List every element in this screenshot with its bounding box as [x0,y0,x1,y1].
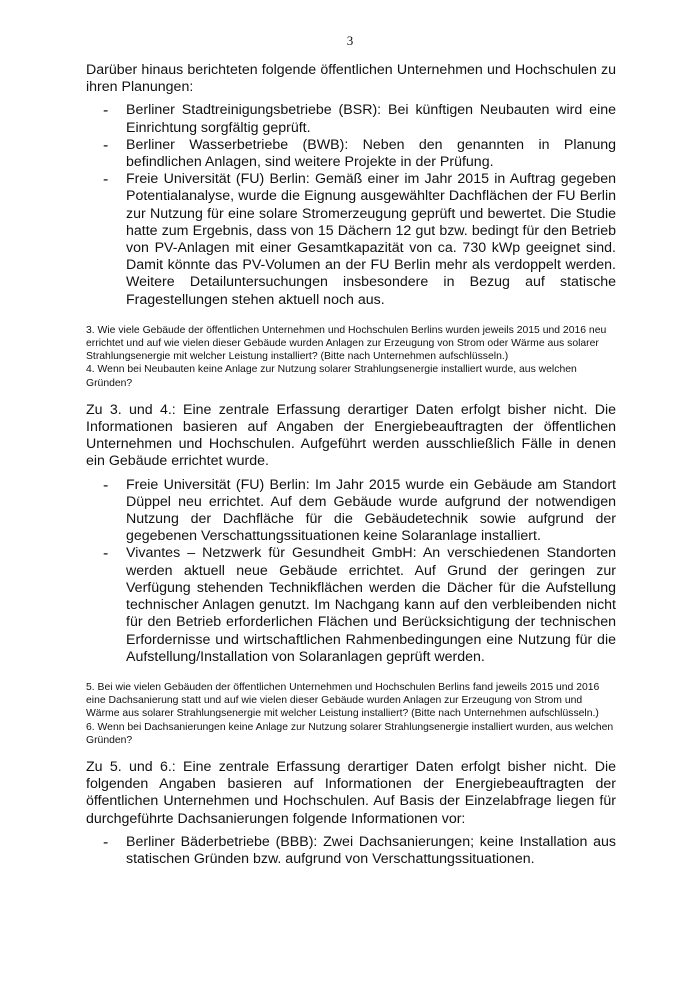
answer-5-6: Zu 5. und 6.: Eine zentrale Erfassung derartiger Daten erfolgt bisher nicht. Die folgenden Angaben basieren auf Informationen der Energiebeauftragten der öffentlichen Unternehmen und Hochschulen. Auf Basis der Einzelabfrage liegen für durchgeführte Dachsanierungen folgende Informationen vor: [86,758,616,827]
list-dash: - [103,833,109,851]
page-number: 3 [346,33,354,48]
list-dash: - [103,171,109,189]
list-item: - Berliner Wasserbetriebe (BWB): Neben den genannten in Planung befindlichen Anlagen, sind weitere Projekte in der Prüfung. [103,136,616,171]
question-3: 3. Wie viele Gebäude der öffentlichen Unternehmen und Hochschulen Berlins wurden jeweils 2015 und 2016 neu errichtet und auf wie vielen dieser Gebäude wurden Anlagen zur Erzeugung von Strom oder Wärme aus solarer Strahlungsenergie mit welcher Leistung installiert? (Bitte nach Unternehmen aufschlüsseln.) [86,324,607,363]
document-body [86,62,616,868]
question-5: 5. Bei wie vielen Gebäuden der öffentlichen Unternehmen und Hochschulen Berlins fand jeweils 2015 und 2016 eine Dachsanierung statt und auf wie vielen dieser Gebäude wurden Anlagen zur Erzeugung von Strom und Wärme aus solarer Strahlungsenergie mit welcher Leistung installiert? (Bitte nach Unternehmen aufschlüsseln.) [86,681,600,720]
answer-3-4-list [86,477,616,666]
list-item: - Berliner Bäderbetriebe (BBB): Zwei Dachsanierungen; keine Installation aus statischen Gründen bzw. aufgrund von Verschattungssituationen. [103,833,616,867]
list-item: - Freie Universität (FU) Berlin: Im Jahr 2015 wurde ein Gebäude am Standort Düppel neu errichtet. Auf dem Gebäude wurde aufgrund der notwendigen Nutzung der Dachfläche für die Gebäudetechnik sowie aufgrund der gegebenen Verschattungssituationen keine Solaranlage installiert. [103,476,616,545]
question-4: 4. Wenn bei Neubauten keine Anlage zur Nutzung solarer Strahlungsenergie installiert wurde, aus welchen Gründen? [86,364,577,389]
intro-paragraph: Darüber hinaus berichteten folgende öffentlichen Unternehmen und Hochschulen zu ihren Planungen: [86,62,616,96]
list-dash: - [103,136,109,154]
list-dash: - [103,102,109,120]
question-6: 6. Wenn bei Dachsanierungen keine Anlage zur Nutzung solarer Strahlungsenergie installiert wurden, aus welchen Gründen? [86,721,614,746]
answer-3-4: Zu 3. und 4.: Eine zentrale Erfassung derartiger Daten erfolgt bisher nicht. Die Informationen basieren auf Angaben der Energiebeauftragten der öffentlichen Unternehmen und Hochschulen. Aufgeführt werden ausschließlich Fälle in denen ein Gebäude errichtet wurde. [86,401,616,470]
list-item: - Freie Universität (FU) Berlin: Gemäß einer im Jahr 2015 in Auftrag gegeben Potentialanalyse, wurde die Eignung ausgewählter Dachflächen der FU Berlin zur Nutzung für eine solare Stromerzeugung geprüft und bewertet. Die Studie hatte zum Ergebnis, dass von 15 Dächern 12 gut bzw. bedingt für den Betrieb von PV-Anlagen mit einer Gesamtkapazität von ca. 730 kWp geeignet sind. Damit könnte das PV-Volumen an der FU Berlin mehr als verdoppelt werden. Weitere Detailuntersuchungen insbesondere in Bezug auf statische Fragestellungen stehen aktuell noch aus. [103,171,616,308]
list-dash: - [103,545,109,563]
planning-list [86,102,616,308]
list-dash: - [103,476,109,494]
list-item: - Berliner Stadtreinigungsbetriebe (BSR): Bei künftigen Neubauten wird eine Einrichtung sorgfältig geprüft. [103,102,616,136]
list-item: - Vivantes – Netzwerk für Gesundheit GmbH: An verschiedenen Standorten werden aktuell neue Gebäude errichtet. Auf Grund der geringen zur Verfügung stehenden Technikflächen werden die Dächer für die Aufstellung technischer Anlagen genutzt. Im Nachgang kann auf den verbleibenden nicht für den Betrieb erforderlichen Flächen und Berücksichtigung der technischen Erfordernisse und wirtschaftlichen Rahmenbedingungen eine Nutzung für die Aufstellung/Installation von Solaranlagen geprüft werden. [103,545,616,665]
answer-5-6-list [86,834,616,868]
